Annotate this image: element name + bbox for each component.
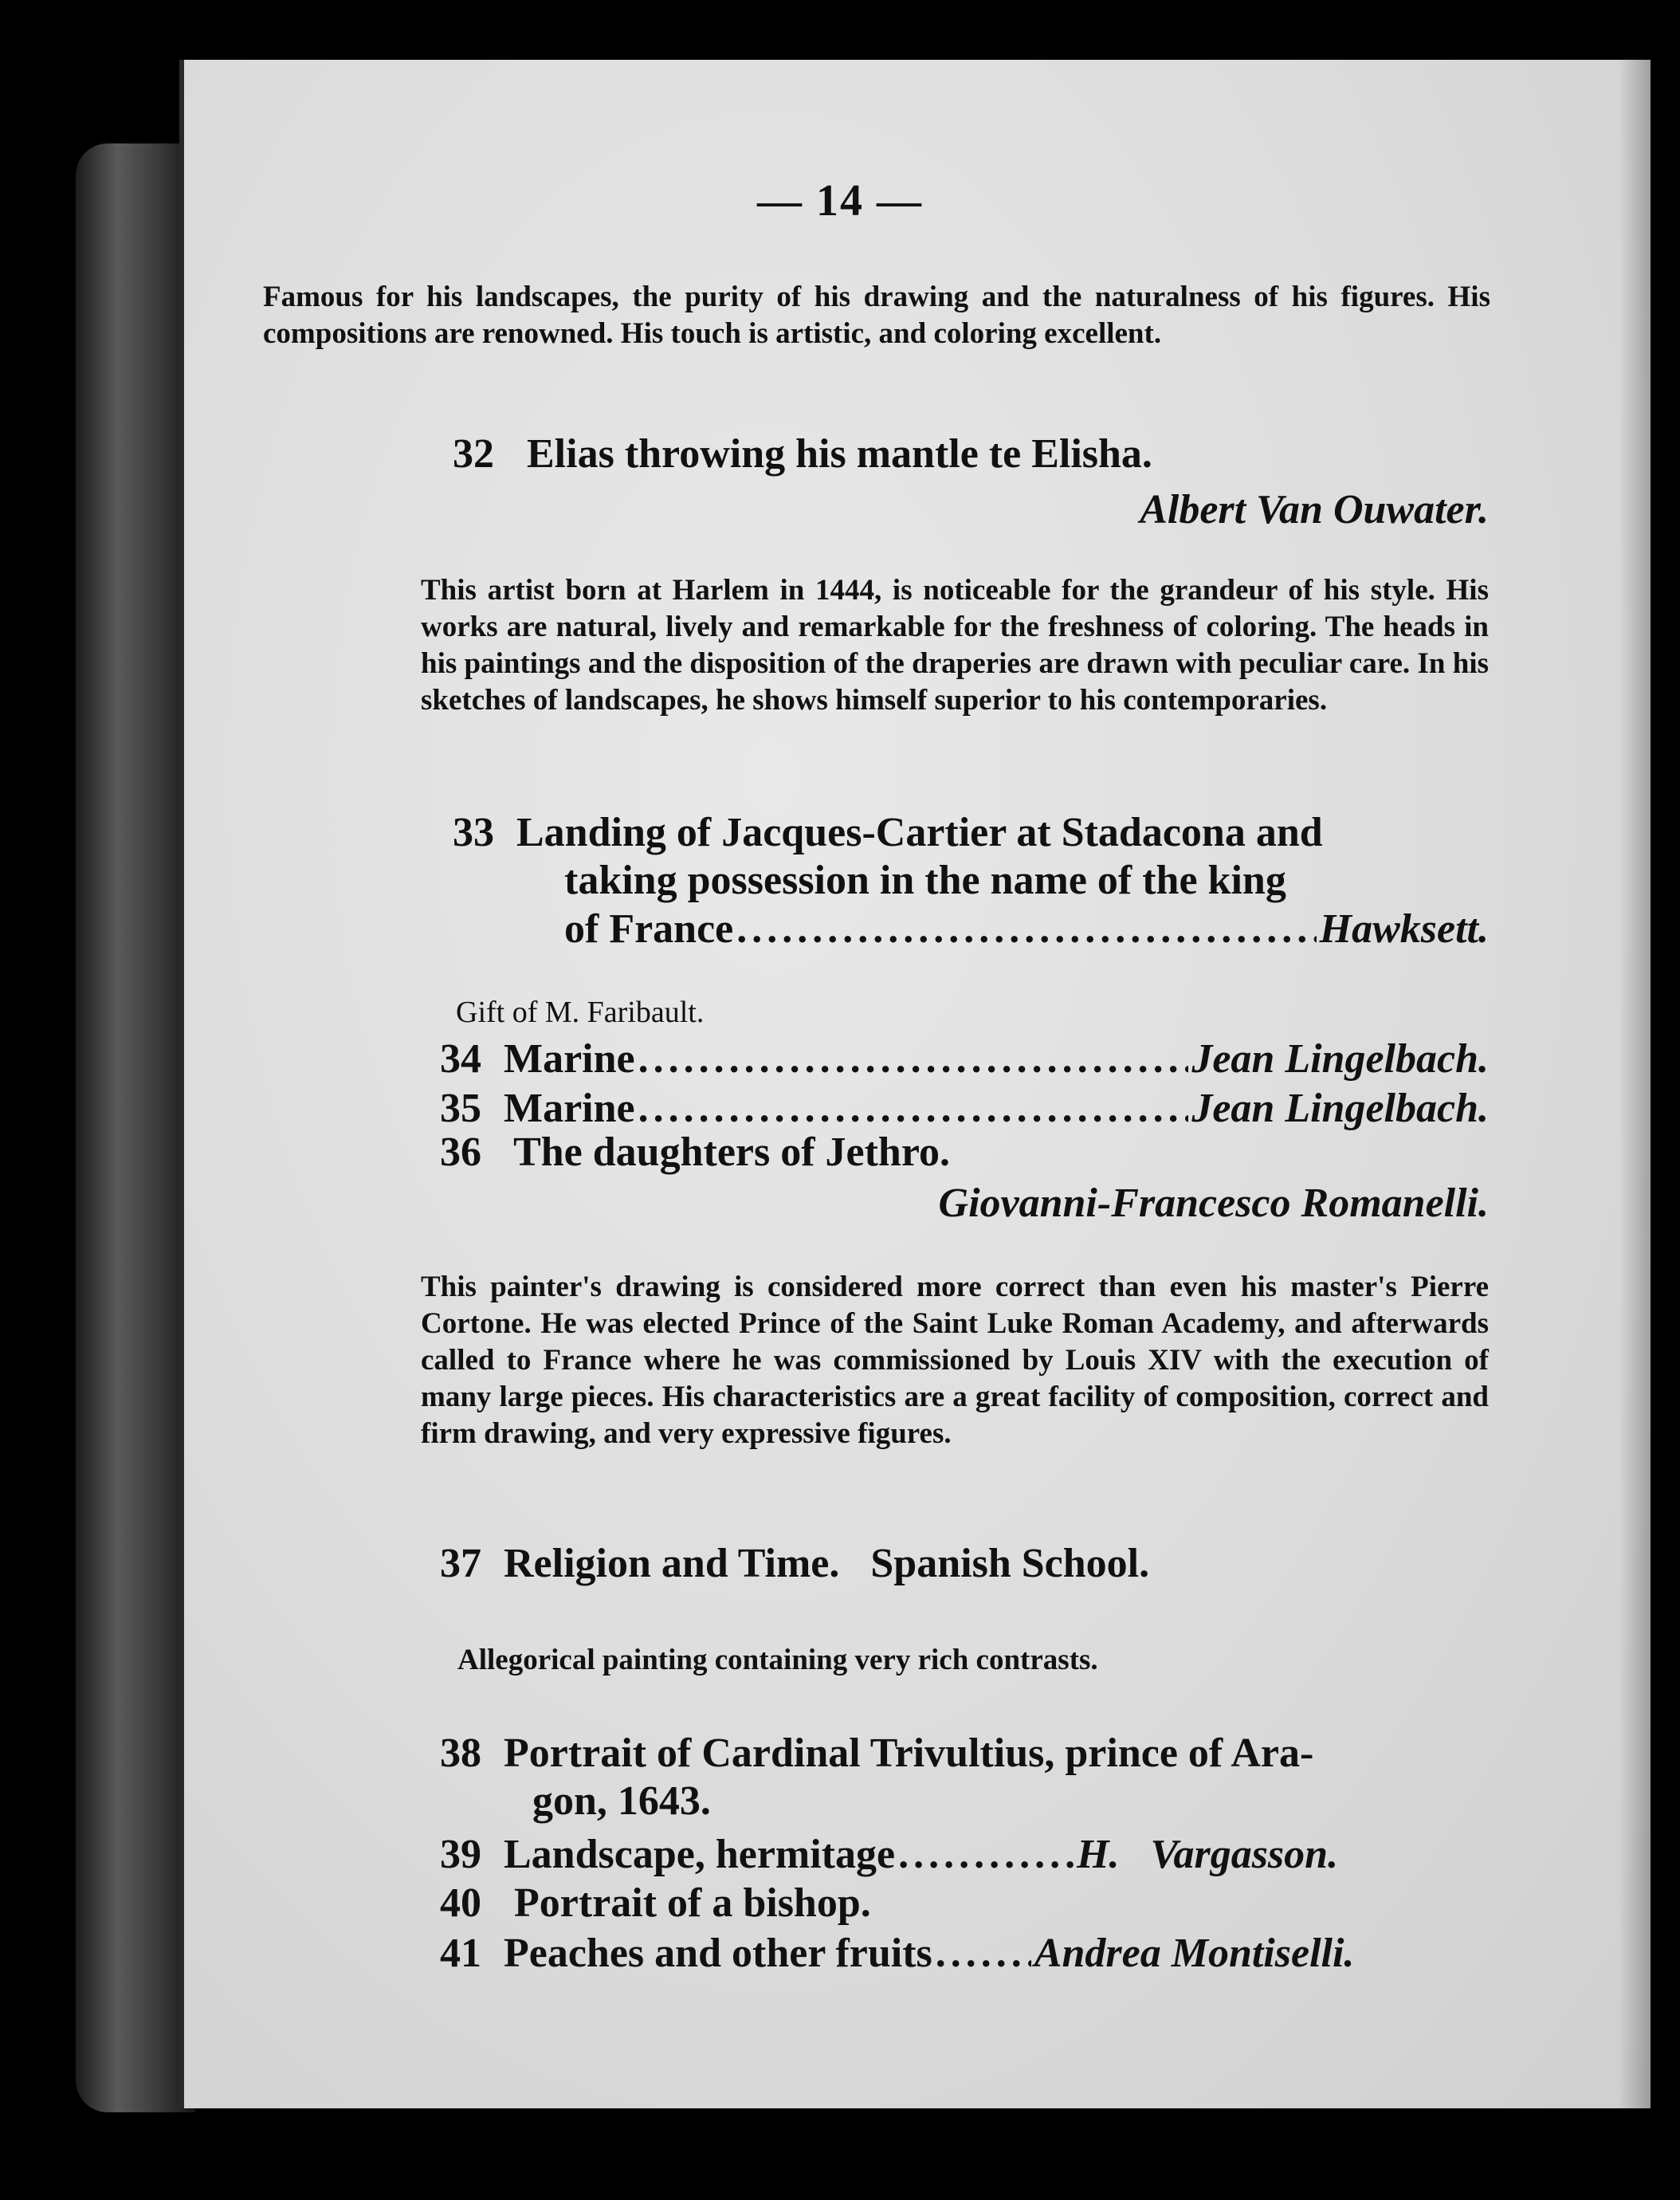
entry-36-artist: Giovanni-Francesco Romanelli. <box>938 1181 1489 1226</box>
entry-number: 39 <box>440 1832 481 1877</box>
entry-33-line3 <box>564 905 1489 954</box>
entry-number: 38 <box>440 1731 481 1776</box>
entry-title: Marine <box>504 1036 635 1082</box>
entry-number: 35 <box>440 1086 481 1131</box>
entry-36-title <box>440 1129 1489 1177</box>
entry-artist: H. Vargasson. <box>1077 1832 1339 1877</box>
entry-title: Landscape, hermitage <box>504 1832 896 1877</box>
entry-38-title <box>440 1730 1489 1825</box>
entry-35 <box>440 1084 1489 1133</box>
intro-paragraph: Famous for his landscapes, the purity of his drawing and the naturalness of his figures. His compositions are renowned. His touch is artistic, and coloring excellent. <box>263 281 1490 350</box>
entry-artist: Jean Lingelbach. <box>1191 1086 1489 1131</box>
gift-note: Gift of M. Faribault. <box>456 996 705 1029</box>
entry-40-title <box>440 1880 1489 1927</box>
entry-41 <box>440 1929 1489 1978</box>
entry-number: 33 <box>453 810 494 855</box>
entry-number: 40 <box>440 1880 481 1926</box>
entry-title: Elias throwing his mantle te Elisha. <box>527 431 1152 477</box>
leader-dots <box>638 1035 1189 1084</box>
entry-39 <box>440 1830 1489 1880</box>
entry-32-artist: Albert Van Ouwater. <box>1140 487 1489 532</box>
entry-title-line3: of France <box>564 906 734 952</box>
entry-title: The daughters of Jethro. <box>513 1129 950 1175</box>
page-number: — 14 — <box>757 176 923 226</box>
entry-title: Portrait of a bishop. <box>514 1880 871 1926</box>
leader-dots <box>936 1929 1031 1978</box>
entry-artist: Hawksett. <box>1319 906 1489 952</box>
entry-title-line1: Portrait of Cardinal Trivultius, prince of Ara- <box>504 1731 1314 1776</box>
entry-36-description: This painter's drawing is considered more correct than even his master's Pierre Cortone. He was elected Prince of the Saint Luke Roman Academy, and afterwards called to France where he was commissioned by Louis XIV with the execution of many large pieces. His characteristics are a great facility of composition, correct and firm drawing, and very expressive figures. <box>421 1271 1489 1450</box>
entry-number: 37 <box>440 1541 481 1586</box>
entry-artist: Jean Lingelbach. <box>1191 1036 1489 1082</box>
entry-34 <box>440 1035 1489 1084</box>
entry-32-description: This artist born at Harlem in 1444, is noticeable for the grandeur of his style. His works are natural, lively and remarkable for the freshness of coloring. The heads in his paintings and the disposition of the draperies are drawn with peculiar care. In his sketches of landscapes, he shows himself superior to his contemporaries. <box>421 574 1489 717</box>
entry-title: Marine <box>504 1086 635 1131</box>
book-spine <box>76 143 195 2112</box>
leader-dots <box>638 1084 1189 1133</box>
leader-dots <box>736 905 1316 954</box>
entry-number: 34 <box>440 1036 481 1082</box>
entry-37-title <box>440 1540 1489 1588</box>
entry-title-line2: taking possession in the name of the king <box>564 858 1286 903</box>
entry-number: 41 <box>440 1931 481 1976</box>
entry-title-line2: gon, 1643. <box>532 1778 711 1824</box>
entry-artist: Andrea Montiselli. <box>1034 1931 1355 1976</box>
entry-number: 36 <box>440 1129 481 1175</box>
entry-title: Religion and Time. Spanish School. <box>504 1541 1150 1586</box>
entry-37-description: Allegorical painting containing very rich contrasts. <box>457 1644 1098 1676</box>
page-edge-shadow <box>1619 60 1651 2108</box>
entry-number: 32 <box>453 431 494 477</box>
leader-dots <box>898 1830 1074 1880</box>
entry-32-title <box>453 430 1489 478</box>
entry-33-title <box>453 809 1489 905</box>
entry-title-line1: Landing of Jacques-Cartier at Stadacona and <box>516 810 1323 855</box>
entry-title: Peaches and other fruits <box>504 1931 932 1976</box>
